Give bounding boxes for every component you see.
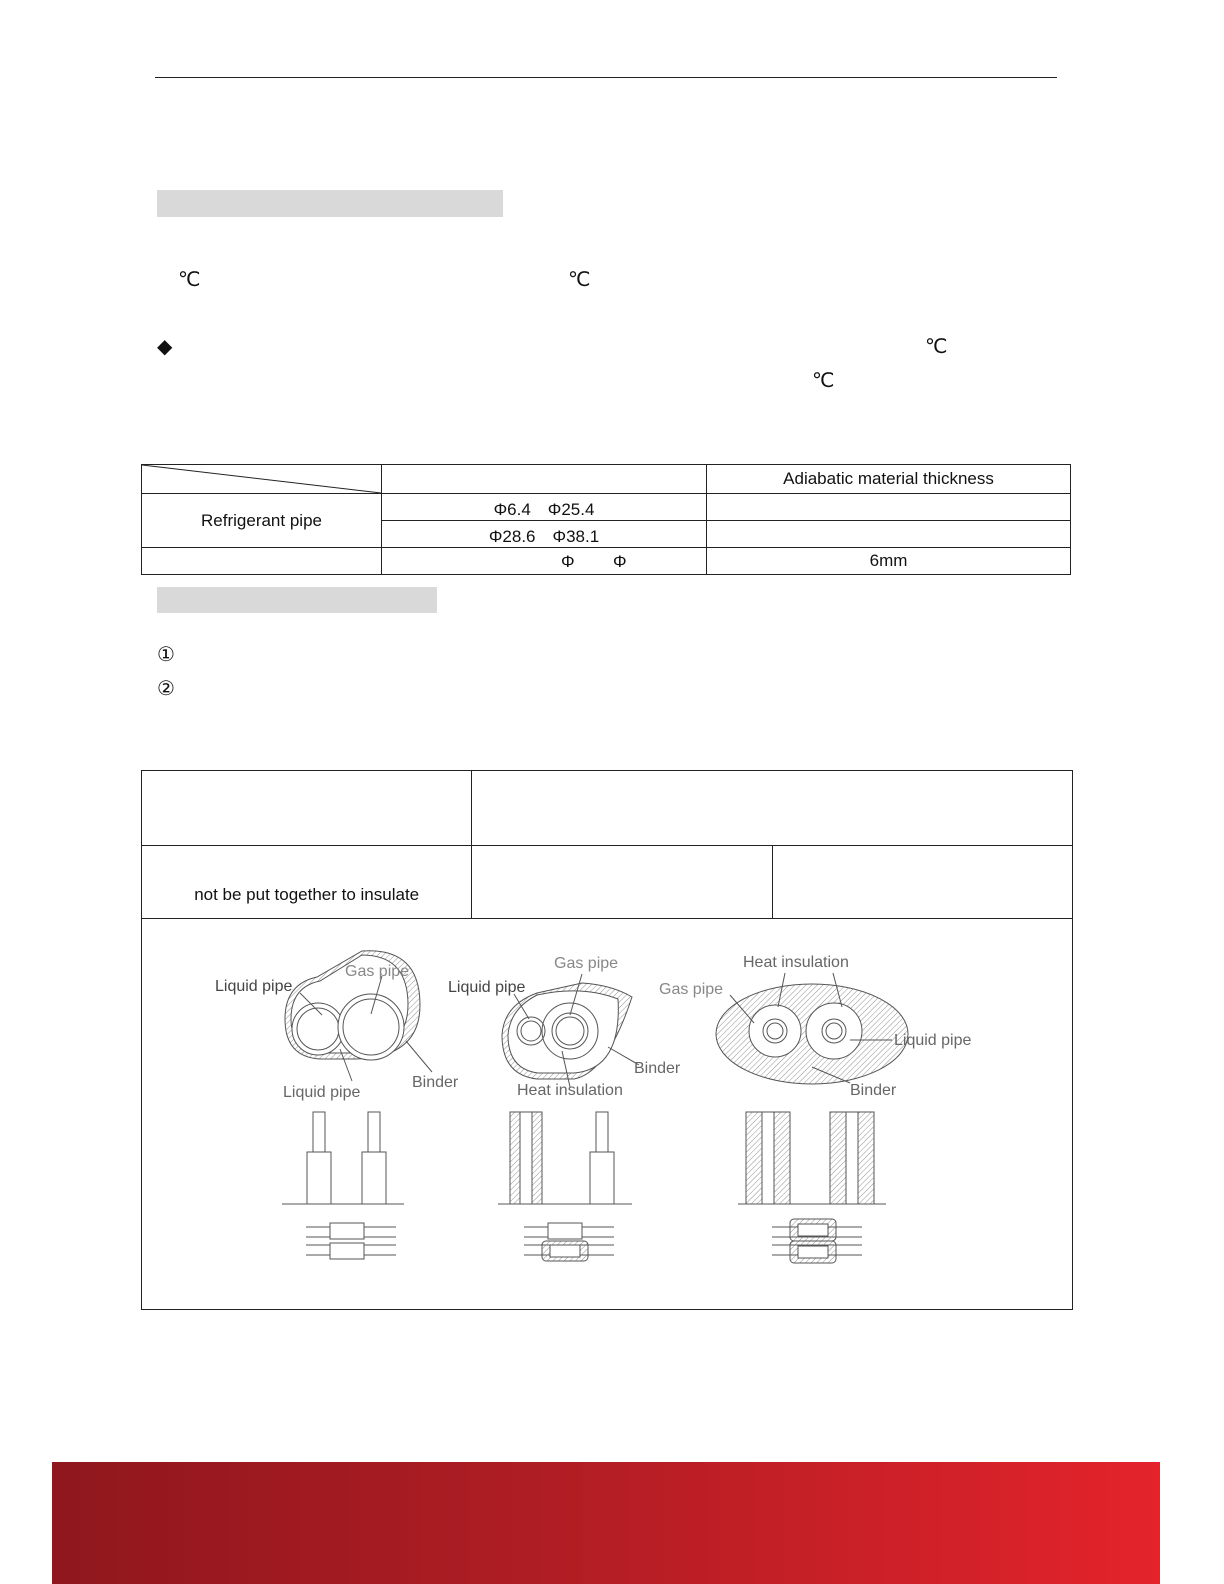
fitting-block (330, 1223, 364, 1239)
pipe-fitting (590, 1152, 614, 1204)
header-cell-empty (382, 465, 707, 494)
pipe-range-1: Φ6.4 Φ25.4 (382, 494, 707, 521)
diamond-bullet-icon: ◆ (157, 336, 173, 358)
liquid-pipe-stem (313, 1112, 325, 1152)
diagram-3 (659, 954, 972, 1099)
diagonal-line (142, 465, 381, 493)
celsius-symbol: ℃ (812, 370, 835, 392)
label-liquid-pipe: Liquid pipe (448, 979, 526, 996)
label-binder: Binder (412, 1074, 459, 1091)
row3-thickness: 6mm (707, 548, 1071, 575)
section-heading-bar-2 (157, 587, 437, 613)
fitting-block (798, 1246, 828, 1258)
celsius-symbol: ℃ (178, 269, 201, 291)
gas-pipe-stem (368, 1112, 380, 1152)
label-liquid-pipe: Liquid pipe (894, 1032, 972, 1049)
fitting-block (548, 1223, 582, 1239)
label-gas-pipe: Gas pipe (659, 981, 724, 998)
insulation-thickness-table (141, 464, 1071, 575)
refrigerant-pipe-label: Refrigerant pipe (142, 494, 382, 548)
leader-line (406, 1041, 432, 1072)
section-heading-bar-1 (157, 190, 503, 217)
fitting-block (550, 1245, 580, 1257)
liquid-pipe-stem (596, 1112, 608, 1152)
gas-pipe-core (762, 1112, 774, 1204)
binder-inner (508, 991, 618, 1073)
fitting-block (330, 1243, 364, 1259)
label-liquid-pipe: Liquid pipe (283, 1084, 361, 1101)
diagonal-header-cell (142, 465, 382, 494)
pipe-fitting (362, 1152, 386, 1204)
thickness-cell-2 (707, 521, 1071, 548)
phi-symbol: Φ (561, 552, 575, 571)
header-thickness: Adiabatic material thickness (707, 465, 1071, 494)
circled-two-marker: ② (157, 678, 175, 700)
header-left-cell (142, 771, 472, 846)
row3-range (382, 548, 707, 575)
pipe-insulation-diagram (142, 919, 1072, 1309)
header-right-cell (472, 771, 1073, 846)
plan-view-2 (524, 1223, 614, 1261)
label-heat-insulation: Heat insulation (743, 954, 849, 971)
gas-pipe-circle (338, 994, 404, 1060)
gas-pipe-insulation (749, 1005, 801, 1057)
pipe-fitting (307, 1152, 331, 1204)
thickness-cell-1 (707, 494, 1071, 521)
label-heat-insulation: Heat insulation (517, 1082, 623, 1099)
side-view-1 (282, 1112, 404, 1204)
circled-one-marker: ① (157, 644, 175, 666)
celsius-symbol: ℃ (568, 269, 591, 291)
side-view-2 (498, 1112, 632, 1204)
footer-brand-band (52, 1462, 1160, 1584)
fitting-block (798, 1224, 828, 1236)
diagram-cell (142, 919, 1073, 1310)
row3-label (142, 548, 382, 575)
phi-symbol: Φ (613, 552, 627, 571)
label-gas-pipe: Gas pipe (345, 963, 410, 980)
side-view-3 (738, 1112, 886, 1204)
pipe-range-2: Φ28.6 Φ38.1 (382, 521, 707, 548)
method-cell-2 (472, 846, 772, 919)
label-liquid-pipe: Liquid pipe (215, 978, 293, 995)
diagram-1 (215, 951, 459, 1101)
plan-view-1 (306, 1223, 396, 1259)
header-rule (155, 77, 1057, 78)
diagram-2 (448, 955, 681, 1099)
insulation-methods-table (141, 770, 1073, 1310)
celsius-symbol: ℃ (925, 336, 948, 358)
method-cell-3 (772, 846, 1072, 919)
method-description: not be put together to insulate (142, 846, 472, 919)
plan-view-3 (772, 1219, 862, 1263)
liquid-pipe-insulation (806, 1003, 862, 1059)
liquid-pipe-core (846, 1112, 858, 1204)
label-binder: Binder (634, 1060, 681, 1077)
label-gas-pipe: Gas pipe (554, 955, 619, 972)
label-binder: Binder (850, 1082, 897, 1099)
gas-pipe-core (520, 1112, 532, 1204)
